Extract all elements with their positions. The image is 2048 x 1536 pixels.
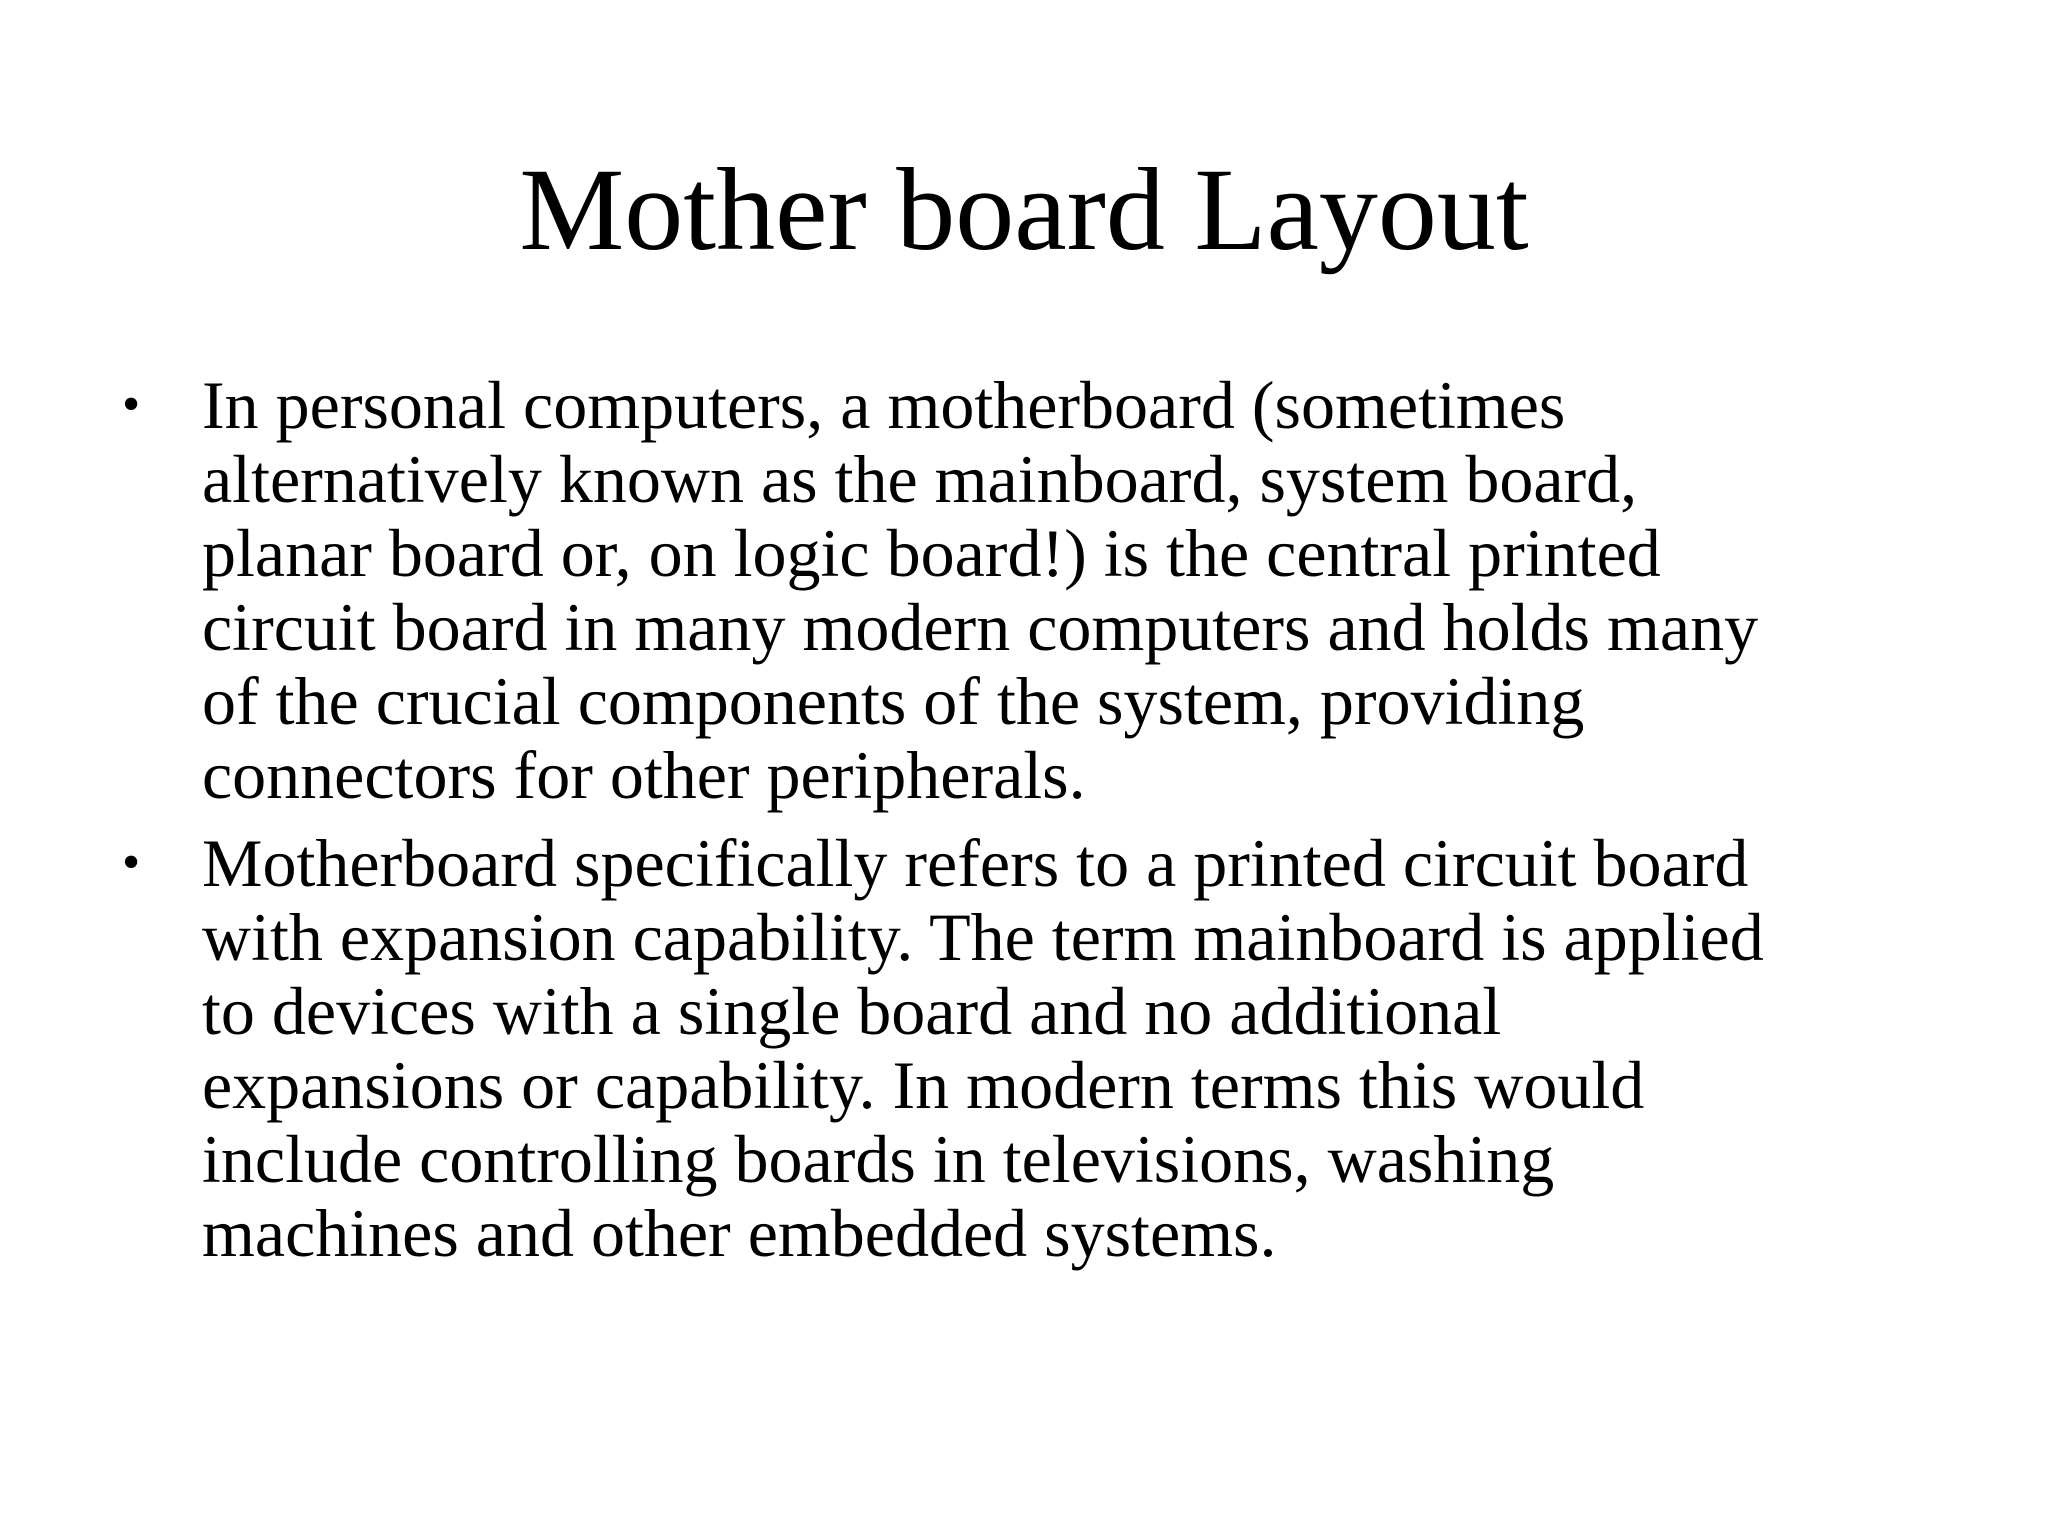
bullet-line: Motherboard specifically refers to a printed circuit board xyxy=(202,825,1749,901)
bullet-line: circuit board in many modern computers and holds many xyxy=(202,589,1759,665)
slide-title: Mother board Layout xyxy=(519,144,1529,275)
bullet-line: alternatively known as the mainboard, system board, xyxy=(202,441,1638,517)
bullet-icon: • xyxy=(122,376,141,433)
bullet-list xyxy=(118,368,1948,1284)
bullet-line: expansions or capability. In modern terms this would xyxy=(202,1047,1645,1123)
bullet-line: to devices with a single board and no additional xyxy=(202,973,1502,1049)
bullet-line: connectors for other peripherals. xyxy=(202,737,1086,813)
bullet-line: In personal computers, a motherboard (sometimes xyxy=(202,367,1566,443)
bullet-item xyxy=(118,826,1948,1270)
bullet-line: include controlling boards in televisions, washing xyxy=(202,1121,1555,1197)
bullet-line: with expansion capability. The term mainboard is applied xyxy=(202,899,1764,975)
bullet-icon: • xyxy=(122,834,141,891)
bullet-line: machines and other embedded systems. xyxy=(202,1195,1277,1271)
bullet-line: of the crucial components of the system, providing xyxy=(202,663,1585,739)
bullet-item xyxy=(118,368,1948,812)
bullet-line: planar board or, on logic board!) is the central printed xyxy=(202,515,1661,591)
